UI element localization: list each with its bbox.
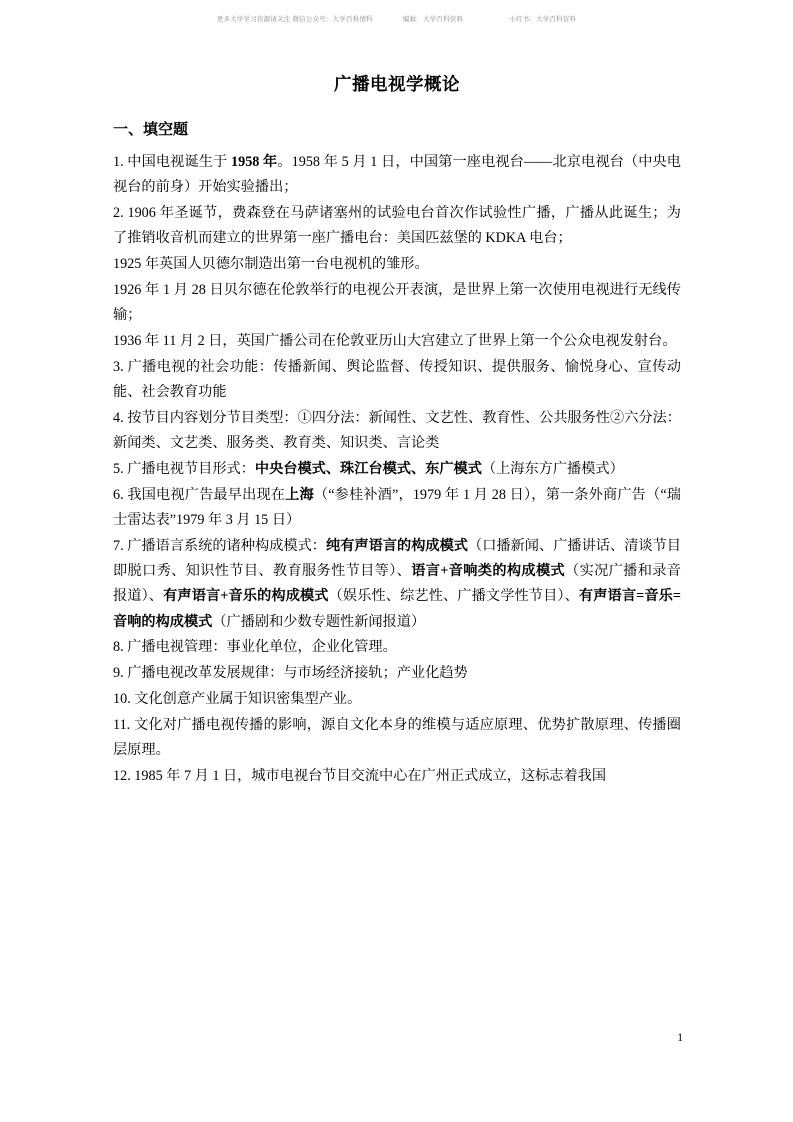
item-2b — [113, 252, 681, 277]
body-text: 。1958 年 5 月 1 日，中国第一座电视台——北京电视台（中央电视台的前身）开始实验播出； — [113, 154, 681, 196]
page-number: 1 — [677, 1032, 683, 1044]
body-text: （广播剧和少数专题性新闻报道） — [212, 613, 426, 630]
body-text: 4. 按节目内容划分节目类型：①四分法：新闻性、文艺性、教育性、公共服务性②六分法：新闻类、文艺类、服务类、教育类、知识类、言论类 — [113, 409, 681, 452]
header-right-text: 小红书：大学百科资料 — [509, 16, 577, 23]
body-text: 1936 年 11 月 2 日，英国广播公司在伦敦亚历山大宫建立了世界上第一个公众电视发射台。 — [113, 332, 677, 349]
page-header-note — [0, 14, 793, 23]
body-text: （口播新闻、广播讲话、清谈节目即脱口秀、知识性节目、教育服务性节目等）、 — [113, 537, 681, 579]
header-left-text: 更多大学学习资源请关注 微信公众号：大学百科情科 — [216, 16, 373, 23]
paragraph-list — [113, 150, 681, 789]
page-title: 广播电视学概论 — [334, 74, 460, 94]
emphasis-text: 纯有声语言的构成模式 — [326, 537, 468, 554]
body-text: （上海东方广播模式） — [481, 460, 624, 477]
body-text: 9. 广播电视改革发展规律：与市场经济接轨；产业化趋势 — [113, 665, 468, 682]
emphasis-text: 语言+音响类的构成模式 — [411, 563, 566, 579]
body-text: 10. 文化创意产业属于知识密集型产业。 — [113, 690, 362, 707]
item-2d — [113, 329, 681, 354]
body-text: 1. 中国电视诞生于 — [113, 154, 231, 170]
body-text: 11. 文化对广播电视传播的影响，源自文化本身的维模与适应原理、优势扩散原理、传播圈层原理。 — [113, 716, 681, 758]
body-text: 2. 1906 年圣诞节，费森登在马萨诸塞州的试验电台首次作试验性广播，广播从此诞生；为了推销收音机而建立的世界第一座广播电台：美国匹兹堡的 KDKA 电台； — [113, 205, 681, 247]
item-1 — [113, 150, 681, 201]
body-text: 12. 1985 年 7 月 1 日，城市电视台节目交流中心在广州正式成立，这标志着我国 — [113, 767, 607, 784]
emphasis-text: 有声语言=音乐=音响的构成模式 — [113, 588, 682, 630]
body-text: 1926 年 1 月 28 日贝尔德在伦敦举行的电视公开表演，是世界上第一次使用电视进行无线传输； — [113, 281, 681, 324]
section-heading-fill-in-blanks: 一、填空题 — [113, 121, 189, 138]
item-2c — [113, 278, 681, 329]
body-text: 1925 年英国人贝德尔制造出第一台电视机的雏形。 — [113, 256, 429, 273]
emphasis-text: 上海 — [285, 486, 314, 503]
header-middle-text: 编辑：大学百科资料 — [402, 16, 464, 23]
body-text: 8. 广播电视管理：事业化单位，企业化管理。 — [113, 639, 397, 656]
item-12 — [113, 764, 681, 789]
item-11 — [113, 713, 681, 764]
item-9 — [113, 661, 681, 686]
body-text: 7. 广播语言系统的诸种构成模式： — [113, 537, 326, 554]
body-text: 5. 广播电视节目形式： — [113, 460, 255, 477]
body-text: 3. 广播电视的社会功能：传播新闻、舆论监督、传授知识、提供服务、愉悦身心、宣传动能、社会教育功能 — [113, 358, 681, 401]
item-8 — [113, 635, 681, 660]
item-6 — [113, 483, 681, 534]
emphasis-text: 有声语言+音乐的构成模式 — [163, 588, 329, 605]
item-2 — [113, 201, 681, 252]
item-10 — [113, 687, 681, 712]
body-text: （娱乐性、综艺性、广播文学性节目）、 — [328, 588, 579, 605]
emphasis-text: 中央台模式、珠江台模式、东广模式 — [254, 460, 482, 477]
item-4 — [113, 406, 681, 457]
item-3 — [113, 355, 681, 406]
document-body — [113, 72, 681, 790]
emphasis-text: 1958 年 — [231, 154, 278, 170]
body-text: （实况广播和录音报道）、 — [113, 563, 681, 605]
body-text: 6. 我国电视广告最早出现在 — [113, 486, 286, 503]
item-7 — [113, 534, 681, 635]
body-text: （“参桂补酒”，1979 年 1 月 28 日），第一条外商广告（“瑞士雷达表”1979 年 3 月 15 日） — [113, 486, 681, 528]
item-5 — [113, 457, 681, 482]
